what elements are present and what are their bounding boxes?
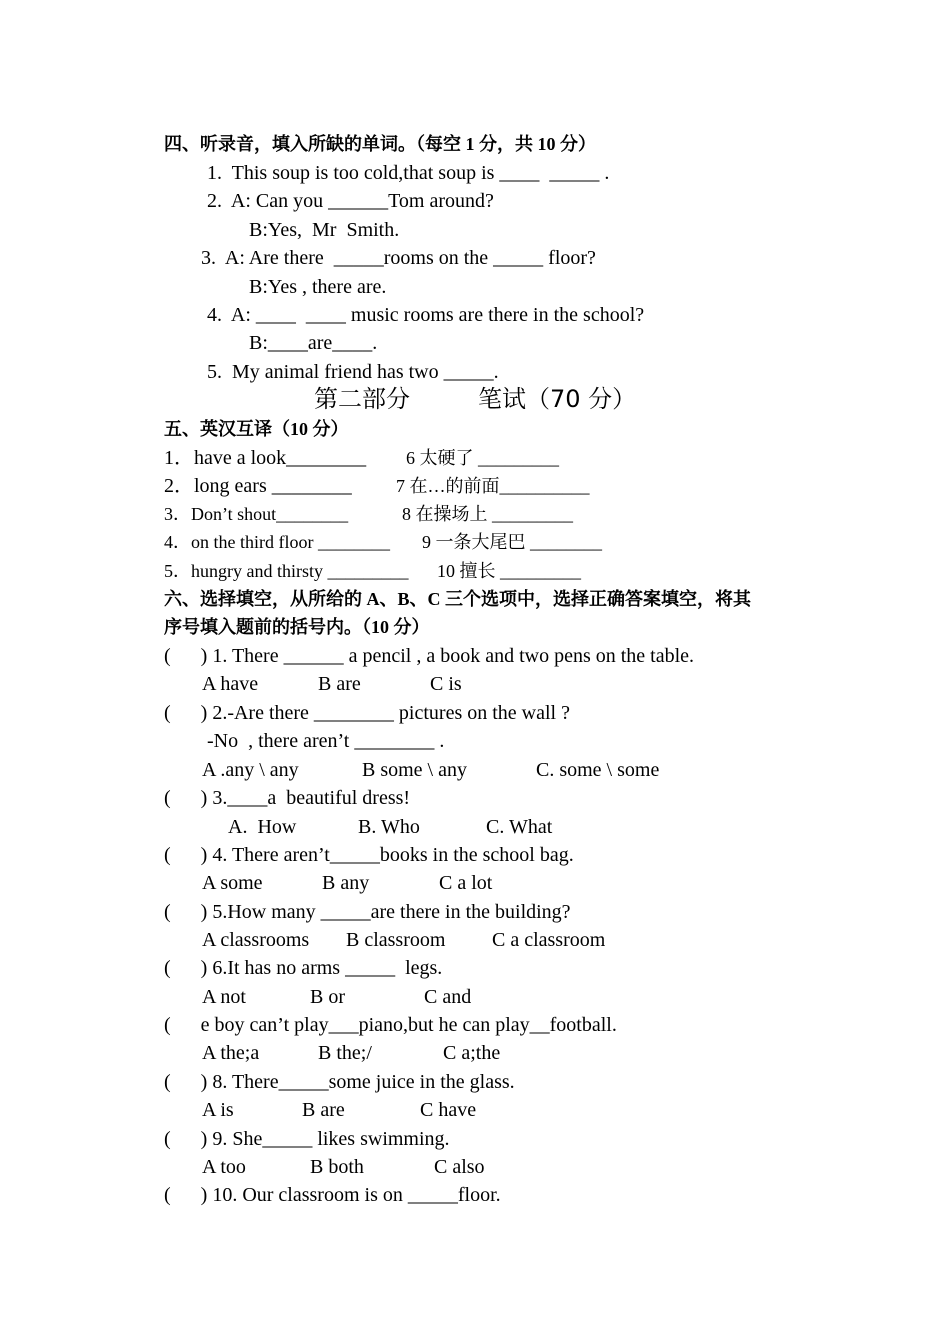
part2-subtitle: 笔试（70 分）: [478, 385, 637, 413]
q3-option-a: A. How: [228, 816, 297, 838]
s5-row-2-right: 7 在…的前面__________: [396, 476, 590, 496]
q6-option-a: A not: [202, 986, 246, 1008]
q5-stem: ( ) 5.How many _____are there in the building?: [164, 901, 571, 923]
q9-option-b: B both: [310, 1156, 364, 1178]
q1-option-b: B are: [318, 673, 361, 695]
q9-option-c: C also: [434, 1156, 485, 1178]
s5-row-1-right: 6 太硬了 _________: [406, 448, 559, 468]
q4-option-a: A some: [202, 872, 263, 894]
s4-item-5: 5. My animal friend has two _____.: [207, 361, 499, 383]
q5-option-a: A classrooms: [202, 929, 310, 951]
q6-stem: ( ) 6.It has no arms _____ legs.: [164, 957, 443, 979]
s5-row-4-right: 9 一条大尾巴 ________: [422, 532, 602, 552]
s4-item-3-answer: B:Yes , there are.: [249, 276, 387, 298]
q7-option-a: A the;a: [202, 1042, 260, 1064]
q7-option-b: B the;/: [318, 1042, 372, 1064]
q5-option-b: B classroom: [346, 929, 446, 951]
section4-heading: 四、听录音，填入所缺的单词。（每空 1 分，共 10 分）: [164, 134, 596, 154]
q9-option-a: A too: [202, 1156, 246, 1178]
q10-stem: ( ) 10. Our classroom is on _____floor.: [164, 1184, 501, 1206]
s5-row-3-right: 8 在操场上 _________: [402, 504, 573, 524]
s4-item-1: 1. This soup is too cold,that soup is ____ _____ .: [207, 162, 610, 184]
q3-option-b: B. Who: [358, 816, 420, 838]
q2-option-a: A .any \ any: [202, 759, 299, 781]
q7-stem: ( e boy can’t play___piano,but he can play__football.: [164, 1014, 617, 1036]
q6-option-b: B or: [310, 986, 345, 1008]
s5-row-4-left: 4．on the third floor ________: [164, 532, 390, 552]
s4-item-4: 4. A: ____ ____ music rooms are there in the school?: [207, 304, 645, 326]
s5-row-2-left: 2．long ears ________: [164, 475, 352, 497]
q7-option-c: C a;the: [443, 1042, 501, 1064]
q8-option-c: C have: [420, 1099, 477, 1121]
section6-heading-line2: 序号填入题前的括号内。（10 分）: [164, 617, 430, 637]
q1-option-a: A have: [202, 673, 259, 695]
q4-option-b: B any: [322, 872, 370, 894]
q1-stem: ( ) 1. There ______ a pencil , a book and two pens on the table.: [164, 645, 695, 667]
s5-row-3-left: 3．Don’t shout________: [164, 504, 349, 524]
q2-sub: -No , there aren’t ________ .: [207, 730, 445, 752]
s4-item-2: 2. A: Can you ______Tom around?: [207, 190, 494, 212]
s5-row-5-right: 10 擅长 _________: [437, 561, 581, 581]
s5-row-1-left: 1．have a look________: [164, 447, 367, 469]
q4-stem: ( ) 4. There aren’t_____books in the school bag.: [164, 844, 574, 866]
q3-stem: ( ) 3.____a beautiful dress!: [164, 787, 411, 809]
s5-row-5-left: 5．hungry and thirsty _________: [164, 561, 409, 581]
q2-option-b: B some \ any: [362, 759, 467, 781]
s4-item-2-answer: B:Yes, Mr Smith.: [249, 219, 400, 241]
q8-option-a: A is: [202, 1099, 234, 1121]
s4-item-3: 3. A: Are there _____rooms on the _____ floor?: [201, 247, 596, 269]
q8-option-b: B are: [302, 1099, 345, 1121]
q1-option-c: C is: [430, 673, 462, 695]
q2-option-c: C. some \ some: [536, 759, 660, 781]
q4-option-c: C a lot: [439, 872, 493, 894]
q5-option-c: C a classroom: [492, 929, 606, 951]
q6-option-c: C and: [424, 986, 472, 1008]
section5-heading: 五、英汉互译（10 分）: [164, 419, 349, 439]
q2-stem: ( ) 2.-Are there ________ pictures on the wall ?: [164, 702, 570, 724]
q8-stem: ( ) 8. There_____some juice in the glass.: [164, 1071, 515, 1093]
q9-stem: ( ) 9. She_____ likes swimming.: [164, 1128, 450, 1150]
section6-heading-line1: 六、选择填空，从所给的 A、B、C 三个选项中，选择正确答案填空，将其: [164, 589, 752, 609]
part2-title: 第二部分: [314, 385, 410, 413]
q3-option-c: C. What: [486, 816, 553, 838]
s4-item-4-answer: B:____are____.: [249, 332, 378, 354]
